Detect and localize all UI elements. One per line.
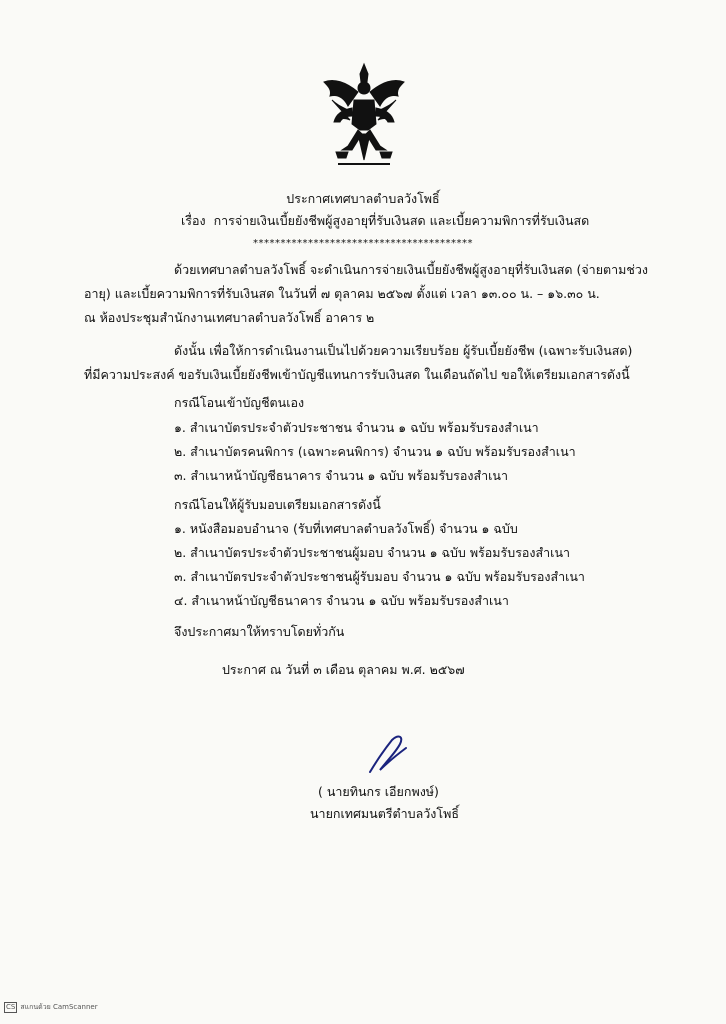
case-proxy-item: ๑. หนังสือมอบอำนาจ (รับที่เทศบาลตำบลวังโพธิ์) จำนวน ๑ ฉบับ	[174, 521, 518, 536]
announcement-title: ประกาศเทศบาลตำบลวังโพธิ์	[286, 191, 440, 206]
case-self-item: ๒. สำเนาบัตรคนพิการ (เฉพาะคนพิการ) จำนวน ๑ ฉบับ พร้อมรับรองสำเนา	[174, 444, 576, 459]
scanner-watermark	[4, 1002, 98, 1013]
paragraph-2-line-2: ที่มีความประสงค์ ขอรับเงินเบี้ยยังชีพเข้าบัญชีแทนการรับเงินสด ในเดือนถัดไป ขอให้เตรียมเอกสารดังนี้	[84, 367, 630, 382]
camscanner-text: สแกนด้วย CamScanner	[20, 1003, 98, 1011]
announce-date: ประกาศ ณ วันที่ ๓ เดือน ตุลาคม พ.ศ. ๒๕๖๗	[222, 662, 465, 677]
garuda-emblem-icon	[318, 60, 410, 172]
case-proxy-item: ๓. สำเนาบัตรประจำตัวประชาชนผู้รับมอบ จำนวน ๑ ฉบับ พร้อมรับรองสำเนา	[174, 569, 585, 584]
closing-text: จึงประกาศมาให้ทราบโดยทั่วกัน	[174, 624, 345, 639]
case-proxy-heading: กรณีโอนให้ผู้รับมอบเตรียมเอกสารดังนี้	[174, 497, 381, 512]
subject-label: เรื่อง	[181, 213, 206, 228]
paragraph-1-line-2: อายุ) และเบี้ยความพิการที่รับเงินสด ในวันที่ ๗ ตุลาคม ๒๕๖๗ ตั้งแต่ เวลา ๑๓.๐๐ น. – ๑๖.๓๐ น.	[84, 286, 600, 301]
signer-position: นายกเทศมนตรีตำบลวังโพธิ์	[310, 806, 459, 821]
case-self-item: ๑. สำเนาบัตรประจำตัวประชาชน จำนวน ๑ ฉบับ พร้อมรับรองสำเนา	[174, 420, 539, 435]
paragraph-1-line-3: ณ ห้องประชุมสำนักงานเทศบาลตำบลวังโพธิ์ อาคาร ๒	[84, 310, 375, 325]
signer-name: ( นายทินกร เอียกพงษ์)	[318, 784, 439, 799]
divider-stars: ****************************************	[253, 238, 473, 249]
case-self-heading: กรณีโอนเข้าบัญชีตนเอง	[174, 395, 305, 410]
case-self-item: ๓. สำเนาหน้าบัญชีธนาคาร จำนวน ๑ ฉบับ พร้อมรับรองสำเนา	[174, 468, 508, 483]
subject-line	[181, 213, 589, 229]
case-proxy-item: ๔. สำเนาหน้าบัญชีธนาคาร จำนวน ๑ ฉบับ พร้อมรับรองสำเนา	[174, 593, 509, 608]
subject-text: การจ่ายเงินเบี้ยยังชีพผู้สูงอายุที่รับเงินสด และเบี้ยความพิการที่รับเงินสด	[213, 213, 590, 228]
camscanner-badge: CS	[6, 1003, 16, 1011]
case-proxy-item: ๒. สำเนาบัตรประจำตัวประชาชนผู้มอบ จำนวน ๑ ฉบับ พร้อมรับรองสำเนา	[174, 545, 571, 560]
paragraph-1-line-1: ด้วยเทศบาลตำบลวังโพธิ์ จะดำเนินการจ่ายเงินเบี้ยยังชีพผู้สูงอายุที่รับเงินสด (จ่ายตามช่วง	[174, 262, 649, 277]
signature-icon	[362, 732, 422, 776]
paragraph-2-line-1: ดังนั้น เพื่อให้การดำเนินงานเป็นไปด้วยความเรียบร้อย ผู้รับเบี้ยยังชีพ (เฉพาะรับเงินสด)	[174, 343, 633, 358]
